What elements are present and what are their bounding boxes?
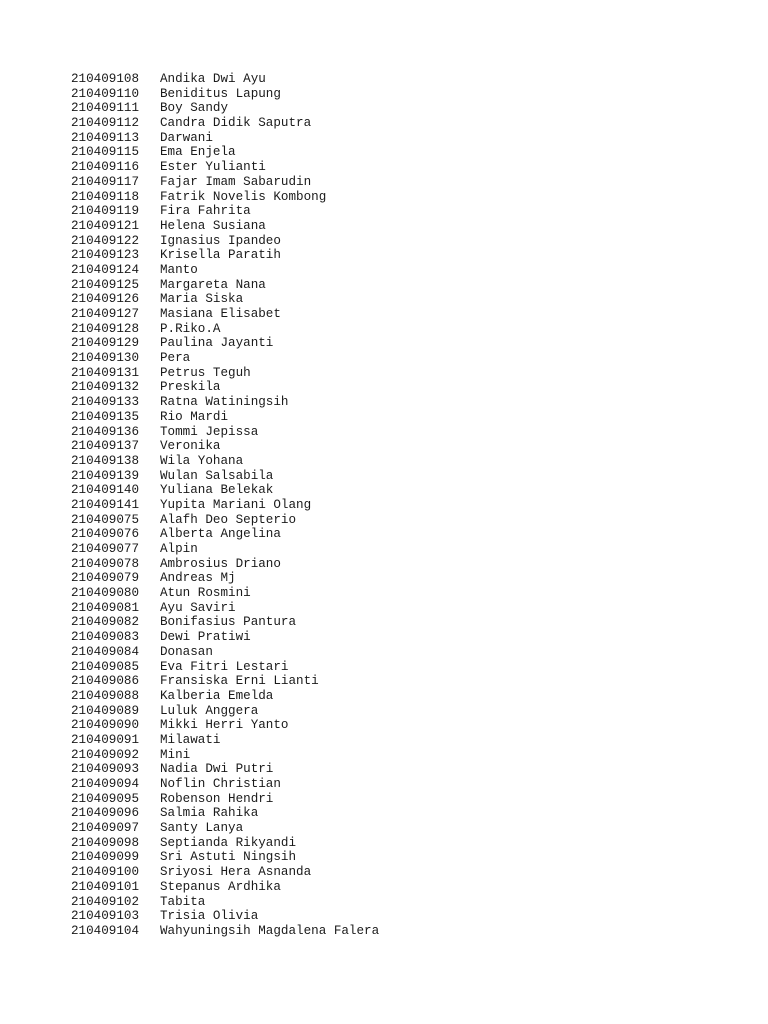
student-name: Milawati: [160, 732, 221, 747]
student-name: Eva Fitri Lestari: [160, 659, 289, 674]
student-name: Andika Dwi Ayu: [160, 72, 266, 86]
student-id: 210409104: [71, 923, 140, 938]
student-name: Trisia Olivia: [160, 909, 259, 924]
student-id: 210409127: [71, 307, 140, 321]
roster-row: [71, 248, 379, 263]
student-id: 210409088: [71, 688, 140, 703]
student-id: 210409077: [71, 542, 140, 556]
roster-row: [71, 131, 379, 146]
student-name: Mini: [160, 747, 191, 762]
student-id: 210409118: [71, 189, 140, 204]
student-id: 210409095: [71, 791, 140, 806]
student-id: 210409092: [71, 747, 140, 762]
student-name: Alberta Angelina: [160, 527, 281, 542]
student-id: 210409111: [71, 101, 140, 116]
student-id: 210409079: [71, 571, 140, 586]
student-id: 210409094: [71, 777, 140, 791]
student-id: 210409121: [71, 218, 140, 233]
student-id: 210409133: [71, 395, 140, 410]
roster-row: [71, 924, 379, 939]
roster-row: [71, 513, 379, 528]
student-name: Tommi Jepissa: [160, 424, 259, 439]
student-id: 210409123: [71, 248, 140, 263]
student-name: Maria Siska: [160, 292, 244, 307]
roster-row: [71, 307, 379, 322]
student-id: 210409103: [71, 909, 140, 924]
roster-row: [71, 116, 379, 131]
student-name: Fransiska Erni Lianti: [160, 674, 319, 689]
student-id: 210409093: [71, 762, 140, 777]
student-id: 210409132: [71, 380, 140, 395]
student-name: Tabita: [160, 894, 206, 909]
roster-row: [71, 219, 379, 234]
student-id: 210409076: [71, 527, 140, 542]
roster-row: [71, 175, 379, 190]
student-name: Sriyosi Hera Asnanda: [160, 865, 312, 880]
student-id: 210409131: [71, 365, 140, 380]
student-id: 210409139: [71, 468, 140, 483]
student-name: Santy Lanya: [160, 821, 244, 836]
student-id: 210409082: [71, 615, 140, 630]
roster-row: [71, 733, 379, 748]
student-id: 210409091: [71, 732, 140, 747]
student-name: Masiana Elisabet: [160, 307, 281, 321]
student-name: Andreas Mj: [160, 571, 236, 586]
roster-row: [71, 469, 379, 484]
student-id: 210409101: [71, 879, 140, 894]
roster-row: [71, 542, 379, 557]
roster-row: [71, 87, 379, 102]
student-name: Donasan: [160, 644, 213, 659]
student-id: 210409099: [71, 850, 140, 865]
roster-row: [71, 204, 379, 219]
student-id: 210409100: [71, 865, 140, 880]
roster-row: [71, 806, 379, 821]
student-id: 210409136: [71, 424, 140, 439]
roster-row: [71, 895, 379, 910]
student-id: 210409098: [71, 835, 140, 850]
roster-row: [71, 263, 379, 278]
student-id: 210409140: [71, 483, 140, 498]
roster-row: [71, 557, 379, 572]
roster-row: [71, 454, 379, 469]
student-name: Wahyuningsih Magdalena Falera: [160, 923, 380, 938]
roster-row: [71, 571, 379, 586]
roster-row: [71, 762, 379, 777]
student-id: 210409078: [71, 556, 140, 571]
student-name: Ester Yulianti: [160, 160, 266, 175]
student-name: Atun Rosmini: [160, 586, 251, 601]
student-id: 210409108: [71, 72, 140, 86]
student-name: Ambrosius Driano: [160, 556, 281, 571]
student-roster-list: [71, 72, 379, 939]
student-id: 210409102: [71, 894, 140, 909]
roster-row: [71, 718, 379, 733]
student-id: 210409115: [71, 145, 140, 160]
roster-row: [71, 101, 379, 116]
roster-row: [71, 483, 379, 498]
student-name: P.Riko.A: [160, 321, 221, 336]
student-id: 210409135: [71, 409, 140, 424]
roster-row: [71, 292, 379, 307]
roster-row: [71, 145, 379, 160]
student-name: Wulan Salsabila: [160, 468, 274, 483]
roster-row: [71, 748, 379, 763]
student-name: Alafh Deo Septerio: [160, 512, 297, 527]
student-id: 210409085: [71, 659, 140, 674]
roster-row: [71, 190, 379, 205]
student-name: Luluk Anggera: [160, 703, 259, 718]
student-id: 210409124: [71, 262, 140, 277]
roster-row: [71, 527, 379, 542]
roster-row: [71, 601, 379, 616]
roster-row: [71, 498, 379, 513]
student-id: 210409080: [71, 586, 140, 601]
roster-row: [71, 630, 379, 645]
student-name: Beniditus Lapung: [160, 86, 281, 101]
roster-row: [71, 880, 379, 895]
roster-row: [71, 278, 379, 293]
student-name: Ayu Saviri: [160, 600, 236, 615]
student-id: 210409096: [71, 806, 140, 821]
roster-row: [71, 72, 379, 87]
student-name: Manto: [160, 262, 198, 277]
student-name: Preskila: [160, 380, 221, 395]
student-name: Boy Sandy: [160, 101, 229, 116]
student-id: 210409119: [71, 204, 140, 219]
student-name: Ema Enjela: [160, 145, 236, 160]
student-name: Robenson Hendri: [160, 791, 274, 806]
student-id: 210409083: [71, 630, 140, 645]
student-name: Petrus Teguh: [160, 365, 251, 380]
student-name: Candra Didik Saputra: [160, 116, 312, 131]
student-id: 210409122: [71, 233, 140, 248]
roster-row: [71, 777, 379, 792]
roster-row: [71, 234, 379, 249]
student-name: Ignasius Ipandeo: [160, 233, 281, 248]
student-name: Kalberia Emelda: [160, 688, 274, 703]
roster-row: [71, 336, 379, 351]
student-name: Ratna Watiningsih: [160, 395, 289, 410]
student-name: Margareta Nana: [160, 277, 266, 292]
roster-row: [71, 689, 379, 704]
roster-row: [71, 674, 379, 689]
roster-row: [71, 821, 379, 836]
student-name: Rio Mardi: [160, 409, 229, 424]
student-name: Veronika: [160, 439, 221, 454]
student-id: 210409126: [71, 292, 140, 307]
roster-row: [71, 395, 379, 410]
student-id: 210409128: [71, 321, 140, 336]
student-name: Noflin Christian: [160, 777, 281, 791]
student-id: 210409097: [71, 821, 140, 836]
student-name: Yupita Mariani Olang: [160, 497, 312, 512]
student-name: Krisella Paratih: [160, 248, 281, 263]
student-name: Bonifasius Pantura: [160, 615, 297, 630]
roster-row: [71, 865, 379, 880]
student-id: 210409141: [71, 497, 140, 512]
student-id: 210409138: [71, 453, 140, 468]
student-name: Darwani: [160, 130, 213, 145]
roster-row: [71, 909, 379, 924]
student-id: 210409075: [71, 512, 140, 527]
roster-row: [71, 704, 379, 719]
roster-row: [71, 836, 379, 851]
student-id: 210409089: [71, 703, 140, 718]
student-name: Fatrik Novelis Kombong: [160, 189, 327, 204]
roster-row: [71, 160, 379, 175]
roster-row: [71, 439, 379, 454]
student-id: 210409117: [71, 174, 140, 189]
student-name: Stepanus Ardhika: [160, 879, 281, 894]
student-id: 210409116: [71, 160, 140, 175]
roster-row: [71, 660, 379, 675]
student-name: Mikki Herri Yanto: [160, 718, 289, 733]
student-id: 210409137: [71, 439, 140, 454]
roster-row: [71, 586, 379, 601]
roster-row: [71, 615, 379, 630]
roster-row: [71, 850, 379, 865]
student-name: Septianda Rikyandi: [160, 835, 297, 850]
student-name: Helena Susiana: [160, 218, 266, 233]
student-id: 210409081: [71, 600, 140, 615]
roster-row: [71, 351, 379, 366]
student-name: Alpin: [160, 542, 198, 556]
student-name: Paulina Jayanti: [160, 336, 274, 351]
student-name: Fajar Imam Sabarudin: [160, 174, 312, 189]
student-name: Yuliana Belekak: [160, 483, 274, 498]
roster-row: [71, 645, 379, 660]
roster-row: [71, 380, 379, 395]
student-id: 210409086: [71, 674, 140, 689]
student-name: Wila Yohana: [160, 453, 244, 468]
student-id: 210409130: [71, 351, 140, 366]
roster-row: [71, 322, 379, 337]
student-id: 210409112: [71, 116, 140, 131]
student-name: Fira Fahrita: [160, 204, 251, 219]
student-id: 210409125: [71, 277, 140, 292]
roster-row: [71, 425, 379, 440]
roster-row: [71, 410, 379, 425]
roster-row: [71, 366, 379, 381]
student-id: 210409113: [71, 130, 140, 145]
student-name: Salmia Rahika: [160, 806, 259, 821]
student-id: 210409090: [71, 718, 140, 733]
student-id: 210409110: [71, 86, 140, 101]
student-id: 210409129: [71, 336, 140, 351]
student-name: Dewi Pratiwi: [160, 630, 251, 645]
roster-row: [71, 792, 379, 807]
student-name: Nadia Dwi Putri: [160, 762, 274, 777]
student-name: Pera: [160, 351, 191, 366]
student-name: Sri Astuti Ningsih: [160, 850, 297, 865]
student-id: 210409084: [71, 644, 140, 659]
